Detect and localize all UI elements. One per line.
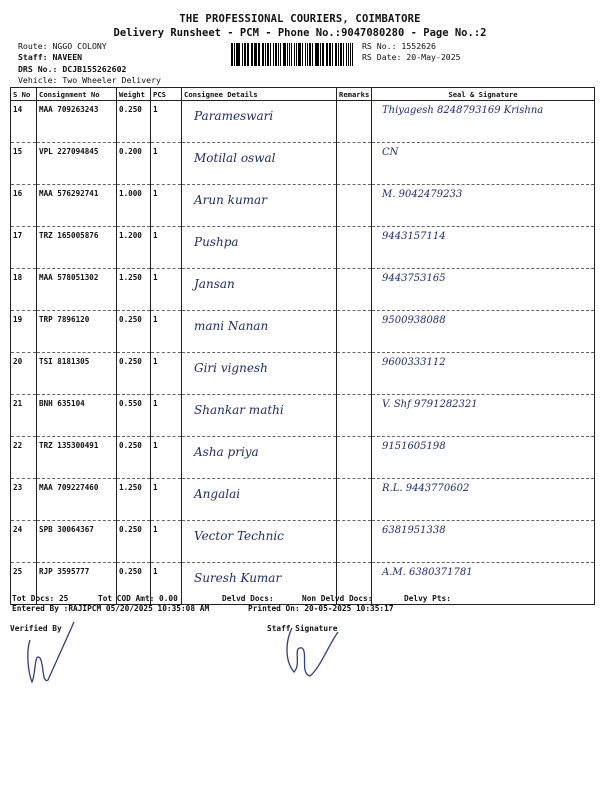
row-signature: CN bbox=[382, 147, 399, 158]
staff: Staff: NAVEEN bbox=[18, 52, 83, 62]
row-remarks bbox=[337, 479, 372, 521]
row-remarks bbox=[337, 395, 372, 437]
row-signature-cell bbox=[372, 395, 595, 437]
row-remarks bbox=[337, 269, 372, 311]
row-consignee-cell bbox=[182, 227, 337, 269]
row-consignment: BNH 635104 bbox=[37, 395, 117, 437]
row-signature: 9600333112 bbox=[382, 357, 446, 368]
table-row bbox=[11, 143, 595, 185]
row-pcs: 1 bbox=[151, 563, 182, 605]
vehicle: Vehicle: Two Wheeler Delivery bbox=[18, 75, 161, 85]
row-pcs: 1 bbox=[151, 521, 182, 563]
row-remarks bbox=[337, 311, 372, 353]
row-sno: 17 bbox=[11, 227, 37, 269]
tot-docs: Tot Docs: 25 bbox=[12, 594, 69, 603]
row-signature: R.L. 9443770602 bbox=[382, 483, 470, 494]
col-remarks: Remarks bbox=[337, 88, 372, 101]
row-consignee: Parameswari bbox=[194, 109, 274, 123]
row-signature-cell bbox=[372, 227, 595, 269]
table-row bbox=[11, 227, 595, 269]
row-remarks bbox=[337, 227, 372, 269]
table-row bbox=[11, 479, 595, 521]
table-row bbox=[11, 353, 595, 395]
tot-cod-amt: Tot COD Amt: 0.00 bbox=[98, 594, 178, 603]
col-consignee: Consignee Details bbox=[182, 88, 337, 101]
row-consignee-cell bbox=[182, 143, 337, 185]
row-sno: 25 bbox=[11, 563, 37, 605]
row-sno: 20 bbox=[11, 353, 37, 395]
row-remarks bbox=[337, 437, 372, 479]
row-sno: 23 bbox=[11, 479, 37, 521]
col-pcs: PCS bbox=[151, 88, 182, 101]
row-consignee-cell bbox=[182, 479, 337, 521]
row-consignment: MAA 709263243 bbox=[37, 101, 117, 143]
row-pcs: 1 bbox=[151, 479, 182, 521]
row-consignment: TRZ 135300491 bbox=[37, 437, 117, 479]
row-consignment: RJP 3595777 bbox=[37, 563, 117, 605]
row-pcs: 1 bbox=[151, 437, 182, 479]
route: Route: NGGO COLONY bbox=[18, 41, 107, 51]
row-signature: V. Shf 9791282321 bbox=[382, 399, 478, 410]
row-consignment: SPB 30064367 bbox=[37, 521, 117, 563]
company-title: THE PROFESSIONAL COURIERS, COIMBATORE bbox=[179, 13, 421, 25]
row-signature-cell bbox=[372, 437, 595, 479]
row-signature-cell bbox=[372, 143, 595, 185]
row-signature: Thiyagesh 8248793169 Krishna bbox=[382, 105, 544, 116]
row-consignee-cell bbox=[182, 185, 337, 227]
row-signature: A.M. 6380371781 bbox=[382, 567, 473, 578]
row-weight: 0.550 bbox=[117, 395, 151, 437]
row-signature-cell bbox=[372, 101, 595, 143]
row-consignment: MAA 578051302 bbox=[37, 269, 117, 311]
row-pcs: 1 bbox=[151, 269, 182, 311]
entered-by: Entered By :RAJIPCM 05/20/2025 10:35:08 AM bbox=[12, 604, 210, 613]
row-consignment: MAA 709227460 bbox=[37, 479, 117, 521]
row-consignment: VPL 227094845 bbox=[37, 143, 117, 185]
row-signature: 9151605198 bbox=[382, 441, 446, 452]
row-consignee: Vector Technic bbox=[194, 529, 284, 543]
row-consignee: Motilal oswal bbox=[194, 151, 276, 165]
row-pcs: 1 bbox=[151, 395, 182, 437]
row-remarks bbox=[337, 353, 372, 395]
row-sno: 19 bbox=[11, 311, 37, 353]
verifier-signature bbox=[22, 612, 82, 692]
row-weight: 1.200 bbox=[117, 227, 151, 269]
row-consignment: TRZ 165005876 bbox=[37, 227, 117, 269]
table-header-row bbox=[11, 88, 595, 101]
row-signature: M. 9042479233 bbox=[382, 189, 463, 200]
rs-number: RS No.: 1552626 bbox=[362, 41, 436, 51]
row-pcs: 1 bbox=[151, 185, 182, 227]
row-consignment: MAA 576292741 bbox=[37, 185, 117, 227]
row-consignee: Pushpa bbox=[194, 235, 239, 249]
row-sno: 18 bbox=[11, 269, 37, 311]
col-weight: Weight bbox=[117, 88, 151, 101]
printed-on: Printed On: 20-05-2025 10:35:17 bbox=[248, 604, 394, 613]
row-consignee-cell bbox=[182, 521, 337, 563]
row-remarks bbox=[337, 143, 372, 185]
row-weight: 0.250 bbox=[117, 311, 151, 353]
row-signature-cell bbox=[372, 185, 595, 227]
row-weight: 1.000 bbox=[117, 185, 151, 227]
row-consignee-cell bbox=[182, 269, 337, 311]
row-sno: 24 bbox=[11, 521, 37, 563]
row-consignee: Jansan bbox=[194, 277, 235, 291]
row-pcs: 1 bbox=[151, 311, 182, 353]
row-signature: 9500938088 bbox=[382, 315, 446, 326]
delvd-docs: Delvd Docs: bbox=[222, 594, 274, 603]
table-row bbox=[11, 521, 595, 563]
row-weight: 0.250 bbox=[117, 437, 151, 479]
row-signature: 9443753165 bbox=[382, 273, 446, 284]
row-weight: 0.250 bbox=[117, 521, 151, 563]
col-sno: S No bbox=[11, 88, 37, 101]
table-row bbox=[11, 269, 595, 311]
row-sno: 21 bbox=[11, 395, 37, 437]
row-consignee: mani Nanan bbox=[194, 319, 269, 333]
row-signature: 6381951338 bbox=[382, 525, 446, 536]
row-sno: 15 bbox=[11, 143, 37, 185]
table-row bbox=[11, 437, 595, 479]
delvy-pts: Delvy Pts: bbox=[404, 594, 451, 603]
staff-signature bbox=[278, 616, 348, 686]
row-consignment: TSI 8181305 bbox=[37, 353, 117, 395]
table-row bbox=[11, 101, 595, 143]
table-row bbox=[11, 185, 595, 227]
row-pcs: 1 bbox=[151, 353, 182, 395]
row-remarks bbox=[337, 185, 372, 227]
row-signature-cell bbox=[372, 353, 595, 395]
row-consignee: Asha priya bbox=[194, 445, 259, 459]
row-consignee-cell bbox=[182, 437, 337, 479]
runsheet-table bbox=[10, 87, 595, 605]
row-consignee: Arun kumar bbox=[194, 193, 267, 207]
row-consignee-cell bbox=[182, 353, 337, 395]
non-delvd-docs: Non Delvd Docs: bbox=[302, 594, 373, 603]
table-row bbox=[11, 311, 595, 353]
row-consignee: Giri vignesh bbox=[194, 361, 268, 375]
col-consignment: Consignment No bbox=[37, 88, 117, 101]
table-row bbox=[11, 395, 595, 437]
barcode bbox=[231, 43, 355, 66]
row-consignee-cell bbox=[182, 395, 337, 437]
row-weight: 0.250 bbox=[117, 563, 151, 605]
row-weight: 0.250 bbox=[117, 101, 151, 143]
row-consignee-cell bbox=[182, 311, 337, 353]
row-consignee: Suresh Kumar bbox=[194, 571, 282, 585]
row-remarks bbox=[337, 101, 372, 143]
row-weight: 1.250 bbox=[117, 269, 151, 311]
row-sno: 22 bbox=[11, 437, 37, 479]
row-weight: 1.250 bbox=[117, 479, 151, 521]
row-signature-cell bbox=[372, 479, 595, 521]
row-weight: 0.200 bbox=[117, 143, 151, 185]
runsheet-subtitle: Delivery Runsheet - PCM - Phone No.:9047080280 - Page No.:2 bbox=[113, 27, 487, 39]
row-pcs: 1 bbox=[151, 101, 182, 143]
staff-signature-label: Staff Signature bbox=[267, 624, 338, 633]
row-remarks bbox=[337, 521, 372, 563]
drs-number: DRS No.: DCJB155262602 bbox=[18, 64, 127, 74]
col-signature: Seal & Signature bbox=[372, 88, 595, 101]
row-consignment: TRP 7896120 bbox=[37, 311, 117, 353]
row-consignee: Angalai bbox=[194, 487, 241, 501]
row-pcs: 1 bbox=[151, 227, 182, 269]
row-signature: 9443157114 bbox=[382, 231, 446, 242]
row-consignee: Shankar mathi bbox=[194, 403, 284, 417]
row-sno: 16 bbox=[11, 185, 37, 227]
row-signature-cell bbox=[372, 521, 595, 563]
verified-by-label: Verified By bbox=[10, 624, 62, 633]
row-sno: 14 bbox=[11, 101, 37, 143]
row-signature-cell bbox=[372, 311, 595, 353]
row-signature-cell bbox=[372, 269, 595, 311]
row-weight: 0.250 bbox=[117, 353, 151, 395]
row-consignee-cell bbox=[182, 101, 337, 143]
row-pcs: 1 bbox=[151, 143, 182, 185]
rs-date: RS Date: 20-May-2025 bbox=[362, 52, 461, 62]
